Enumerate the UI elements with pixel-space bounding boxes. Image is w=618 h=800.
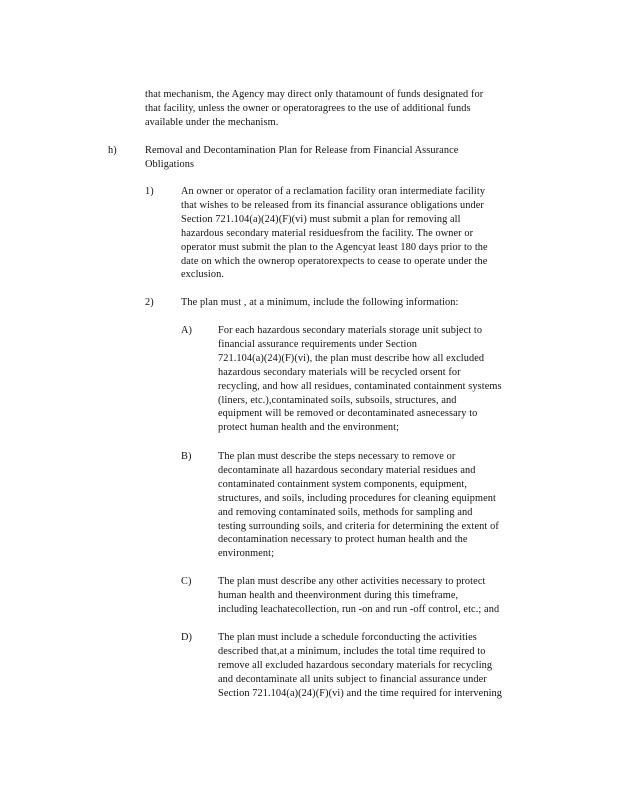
item-2-paragraph (181, 296, 541, 310)
intro-paragraph (145, 88, 545, 130)
subitem-b-paragraph (218, 450, 548, 561)
subitem-d-line: The plan must include a schedule forconducting the activities (218, 632, 477, 643)
subitem-d-line: described that,at a minimum, includes the total time required to (218, 645, 486, 657)
subitem-c-paragraph (218, 575, 548, 617)
subitem-a-paragraph (218, 324, 548, 435)
intro-line: that facility, unless the owner or operatoragrees to the use of additional funds (145, 102, 471, 114)
subitem-c-line: human health and theenvironment during this timeframe, (218, 589, 459, 601)
item-2-line: The plan must , at a minimum, include the following information: (181, 297, 459, 308)
subitem-a-line: (liners, etc.),contaminated soils, subsoils, structures, and (218, 394, 457, 406)
subitem-d-marker: D) (181, 632, 193, 643)
subitem-c-line: The plan must describe any other activities necessary to protect (218, 576, 486, 587)
item-1-line: date on which the ownerор operatorexpects to cease to operate under the (181, 255, 488, 267)
subitem-a-line: hazardous secondary materials will be recycled orsent for (218, 366, 461, 378)
intro-line: available under the mechanism. (145, 116, 279, 128)
subitem-c-line: including leachatecollection, run -on and run -off control, etc.; and (218, 603, 500, 615)
section-h-title-line: Removal and Decontamination Plan for Release from Financial Assurance (145, 145, 459, 156)
subitem-d-line: and decontaminate all units subject to financial assurance under (218, 673, 487, 685)
subitem-a-line: recycling, and how all residues, contaminated containment systems (218, 380, 502, 392)
subitem-b-line: testing surrounding soils, and criteria for determining the extent of (218, 520, 499, 532)
subitem-b-line: environment; (218, 548, 275, 560)
subitem-a-line: 721.104(a)(24)(F)(vi), the plan must describe how all excluded (218, 352, 485, 364)
subitem-d-paragraph (218, 631, 548, 701)
item-1-paragraph (181, 185, 541, 282)
subitem-a-line: equipment will be removed or decontaminated asnecessary to (218, 408, 478, 420)
subitem-b-marker: B) (181, 451, 192, 462)
subitem-b-line: The plan must describe the steps necessary to remove or (218, 451, 456, 462)
subitem-c-marker: C) (181, 576, 192, 587)
subitem-b-line: and removing contaminated soils, methods for sampling and (218, 506, 473, 518)
subitem-a-marker: A) (181, 325, 193, 336)
subitem-b-line: decontaminate all hazardous secondary material residues and (218, 464, 476, 476)
section-h-marker: h) (108, 145, 117, 156)
item-1-line: that wishes to be released from its financial assurance obligations under (181, 199, 484, 211)
item-2-marker: 2) (145, 297, 154, 308)
subitem-a-line: financial assurance requirements under Section (218, 338, 418, 350)
subitem-b-line: structures, and soils, including procedures for cleaning equipment (218, 492, 496, 504)
item-1-line: An owner or operator of a reclamation facility oran intermediate facility (181, 186, 486, 197)
subitem-a-line: protect human health and the environment; (218, 422, 400, 434)
subitem-b-line: contaminated containment system components, equipment, (218, 478, 468, 490)
subitem-d-line: Section 721.104(a)(24)(F)(vi) and the time required for intervening (218, 687, 503, 699)
item-1-line: exclusion. (181, 269, 225, 281)
subitem-b-line: decontamination necessary to protect human health and the (218, 534, 468, 546)
item-1-line: operator must submit the plan to the Agencyat least 180 days prior to the (181, 241, 488, 253)
item-1-marker: 1) (145, 186, 154, 197)
item-1-line: Section 721.104(a)(24)(F)(vi) must submit a plan for removing all (181, 213, 461, 225)
section-h-title (145, 144, 545, 172)
intro-line: that mechanism, the Agency may direct only thatamount of funds designated for (145, 89, 484, 100)
section-h-title-line: Obligations (145, 158, 195, 170)
subitem-a-line: For each hazardous secondary materials storage unit subject to (218, 325, 483, 336)
subitem-d-line: remove all excluded hazardous secondary materials for recycling (218, 659, 493, 671)
item-1-line: hazardous secondary material residuesfrom the facility. The owner or (181, 227, 474, 239)
